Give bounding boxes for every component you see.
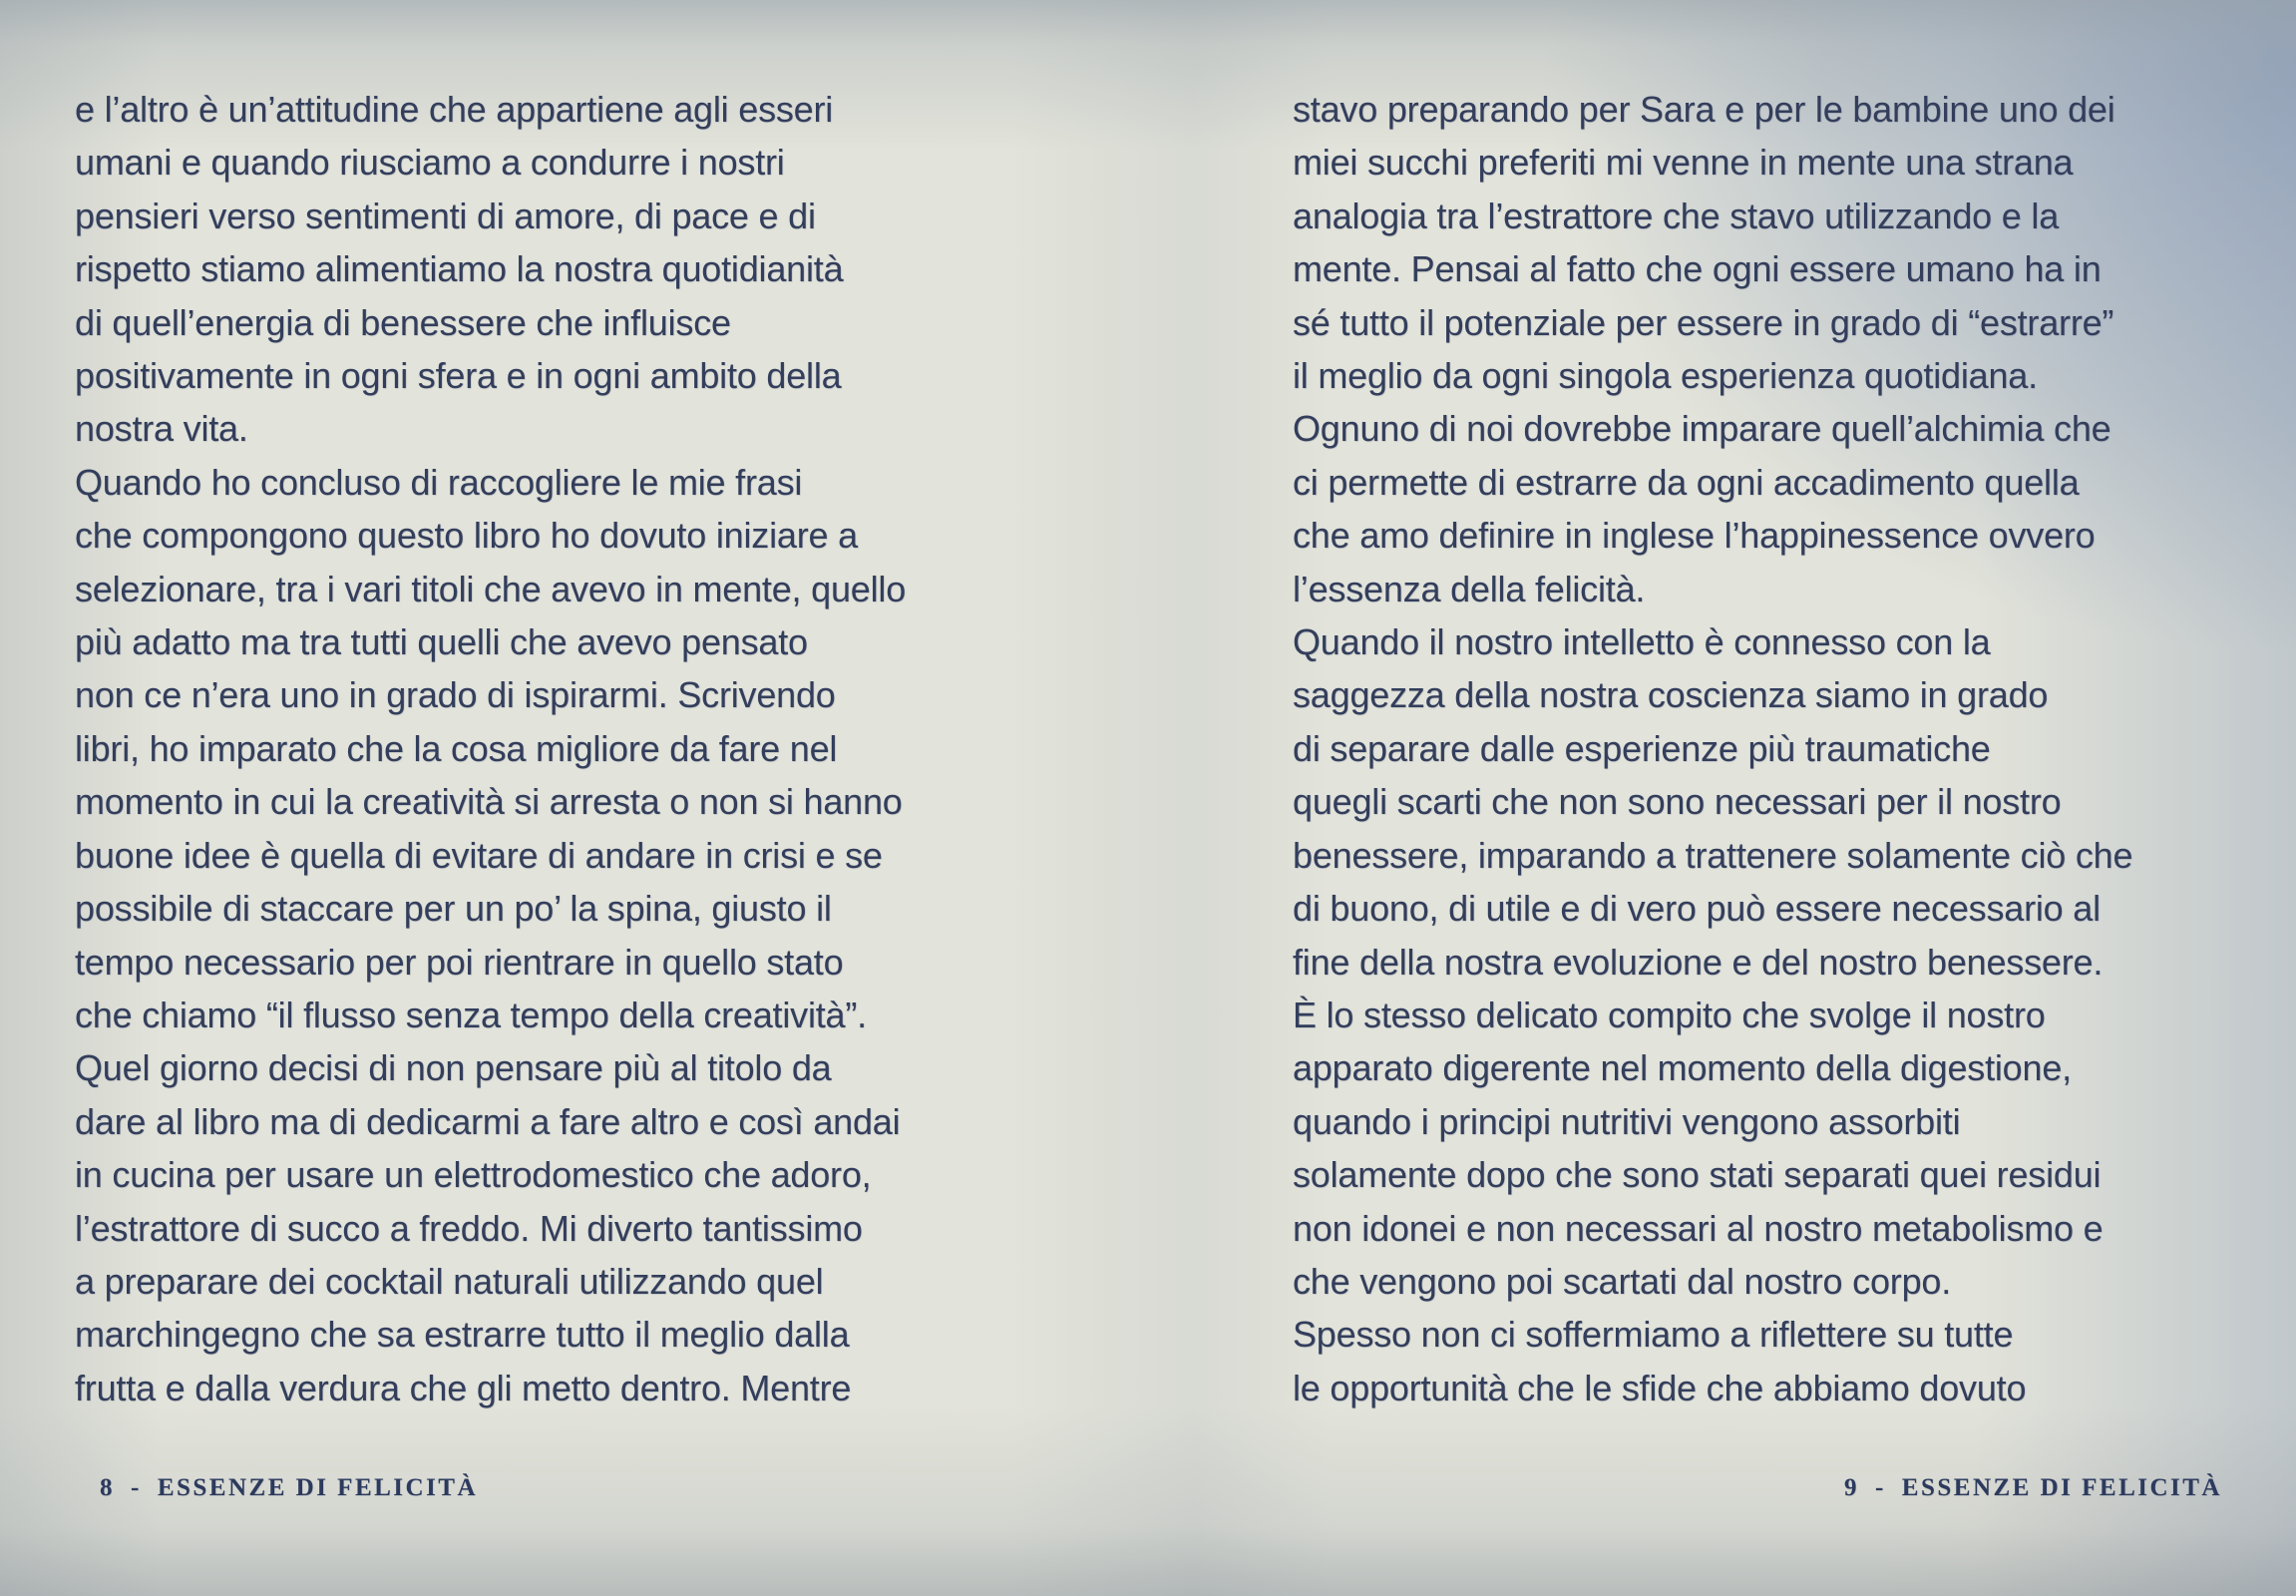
left-page-footer bbox=[100, 1474, 478, 1502]
text-line: le opportunità che le sfide che abbiamo dovuto bbox=[1293, 1367, 2027, 1408]
text-line: e l’altro è un’attitudine che appartiene agli esseri bbox=[75, 89, 834, 130]
text-line: rispetto stiamo alimentiamo la nostra quotidianità bbox=[75, 248, 844, 290]
text-line: che vengono poi scartati dal nostro corpo. bbox=[1293, 1260, 1952, 1302]
text-line: possibile di staccare per un po’ la spina, giusto il bbox=[75, 888, 832, 930]
right-page-number: 9 bbox=[1843, 1474, 1859, 1501]
text-line: Quando ho concluso di raccogliere le mie frasi bbox=[75, 461, 803, 503]
text-line: pensieri verso sentimenti di amore, di pace e di bbox=[75, 195, 816, 236]
text-line: di buono, di utile e di vero può essere necessario al bbox=[1293, 888, 2101, 930]
text-line: a preparare dei cocktail naturali utilizzando quel bbox=[75, 1260, 824, 1302]
text-line: positivamente in ogni sfera e in ogni ambito della bbox=[75, 355, 842, 397]
text-line: Ognuno di noi dovrebbe imparare quell’alchimia che bbox=[1293, 408, 2111, 450]
text-line: apparato digerente nel momento della digestione, bbox=[1293, 1047, 2072, 1089]
text-line: miei succhi preferiti mi venne in mente una strana bbox=[1293, 142, 2074, 184]
text-line: più adatto ma tra tutti quelli che avevo pensato bbox=[75, 621, 808, 663]
text-line: momento in cui la creatività si arresta o non si hanno bbox=[75, 781, 903, 823]
text-line: buone idee è quella di evitare di andare in crisi e se bbox=[75, 834, 883, 876]
text-line: marchingegno che sa estrarre tutto il meglio dalla bbox=[75, 1314, 850, 1356]
book-title: ESSENZE DI FELICITÀ bbox=[157, 1474, 479, 1501]
text-line: di quell’energia di benessere che influisce bbox=[75, 301, 731, 343]
text-line: umani e quando riusciamo a condurre i nostri bbox=[75, 142, 785, 184]
text-line: libri, ho imparato che la cosa migliore da fare nel bbox=[75, 727, 838, 769]
text-line: dare al libro ma di dedicarmi a fare altro e così andai bbox=[75, 1100, 901, 1142]
text-line: stavo preparando per Sara e per le bambine uno dei bbox=[1293, 89, 2115, 130]
text-line: di separare dalle esperienze più traumatiche bbox=[1293, 727, 1991, 769]
text-line: tempo necessario per poi rientrare in quello stato bbox=[75, 941, 844, 983]
text-line: saggezza della nostra coscienza siamo in grado bbox=[1293, 674, 2049, 716]
text-line: Spesso non ci soffermiamo a riflettere su tutte bbox=[1293, 1314, 2014, 1356]
text-line: nostra vita. bbox=[75, 408, 248, 450]
right-page-text-block bbox=[1293, 83, 2240, 1414]
text-line: quegli scarti che non sono necessari per il nostro bbox=[1293, 781, 2062, 823]
text-line: mente. Pensai al fatto che ogni essere umano ha in bbox=[1293, 248, 2102, 290]
text-line: Quel giorno decisi di non pensare più al titolo da bbox=[75, 1047, 832, 1089]
text-line: che amo definire in inglese l’happinessence ovvero bbox=[1293, 515, 2096, 557]
text-line: solamente dopo che sono stati separati quei residui bbox=[1293, 1154, 2102, 1196]
left-page-number: 8 bbox=[100, 1474, 115, 1501]
text-line: fine della nostra evoluzione e del nostro benessere. bbox=[1293, 941, 2104, 983]
text-line: che chiamo “il flusso senza tempo della creatività”. bbox=[75, 994, 867, 1035]
text-line: benessere, imparando a trattenere solamente ciò che bbox=[1293, 834, 2133, 876]
text-line: non idonei e non necessari al nostro metabolismo e bbox=[1293, 1207, 2104, 1249]
text-line: È lo stesso delicato compito che svolge il nostro bbox=[1293, 994, 2046, 1035]
text-line: quando i principi nutritivi vengono assorbiti bbox=[1293, 1100, 1961, 1142]
footer-separator: - bbox=[131, 1474, 142, 1501]
right-page-footer bbox=[1844, 1474, 2222, 1502]
text-line: il meglio da ogni singola esperienza quotidiana. bbox=[1293, 355, 2038, 397]
text-line: in cucina per usare un elettrodomestico che adoro, bbox=[75, 1154, 872, 1196]
text-line: frutta e dalla verdura che gli metto dentro. Mentre bbox=[75, 1367, 852, 1408]
left-page-text-block bbox=[75, 83, 1052, 1414]
footer-separator: - bbox=[1874, 1474, 1886, 1501]
text-line: l’estrattore di succo a freddo. Mi diverto tantissimo bbox=[75, 1207, 863, 1249]
text-line: che compongono questo libro ho dovuto iniziare a bbox=[75, 515, 858, 557]
text-line: l’essenza della felicità. bbox=[1293, 568, 1646, 609]
text-line: analogia tra l’estrattore che stavo utilizzando e la bbox=[1293, 195, 2060, 236]
text-line: ci permette di estrarre da ogni accadimento quella bbox=[1293, 461, 2080, 503]
book-title: ESSENZE DI FELICITÀ bbox=[1901, 1474, 2222, 1501]
text-line: Quando il nostro intelletto è connesso con la bbox=[1293, 621, 1991, 663]
text-line: non ce n’era uno in grado di ispirarmi. Scrivendo bbox=[75, 674, 836, 716]
text-line: sé tutto il potenziale per essere in grado di “estrarre” bbox=[1293, 301, 2114, 343]
text-line: selezionare, tra i vari titoli che avevo in mente, quello bbox=[75, 568, 907, 609]
